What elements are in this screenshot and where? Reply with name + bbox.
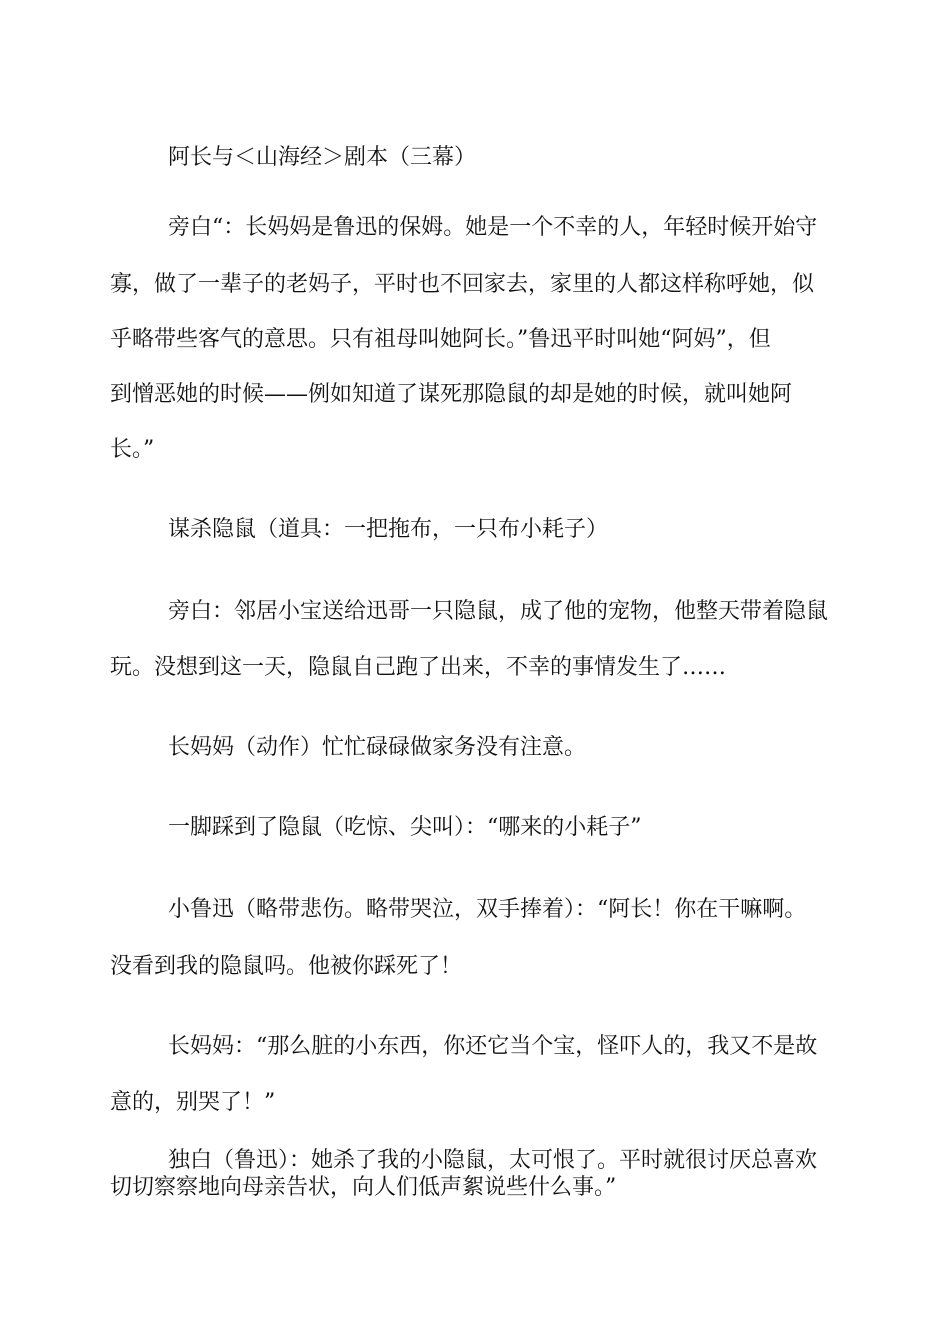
- narration-1-line-1: 旁白“：长妈妈是鲁迅的保姆。她是一个不幸的人，年轻时候开始守: [168, 215, 818, 240]
- dialogue-xiaoluxun-line-2: 没看到我的隐鼠吗。他被你踩死了！: [110, 954, 463, 979]
- scene-heading: 谋杀隐鼠（道具：一把拖布，一只布小耗子）: [168, 517, 609, 542]
- action-line-1: 长妈妈（动作）忙忙碌碌做家务没有注意。: [168, 735, 587, 760]
- narration-1-line-5: 长。”: [110, 437, 155, 462]
- narration-1-line-3: 乎略带些客气的意思。只有祖母叫她阿长。”鲁迅平时叫她“阿妈”，但: [110, 327, 771, 352]
- narration-1-line-2: 寡，做了一辈子的老妈子，平时也不回家去，家里的人都这样称呼她，似: [110, 272, 815, 297]
- narration-2-line-2: 玩。没想到这一天，隐鼠自己跑了出来，不幸的事情发生了……: [110, 655, 727, 680]
- dialogue-changmama-line-1: 长妈妈：“那么脏的小东西，你还它当个宝，怪吓人的，我又不是故: [168, 1034, 818, 1059]
- document-title: 阿长与＜山海经＞剧本（三幕）: [168, 145, 477, 170]
- monologue-line-1: 独白（鲁迅）：她杀了我的小隐鼠，太可恨了。平时就很讨厌总喜欢: [168, 1148, 818, 1173]
- action-line-2: 一脚踩到了隐鼠（吃惊、尖叫）：“哪来的小耗子”: [168, 815, 642, 840]
- monologue-line-2: 切切察察地向母亲告状，向人们低声絮说些什么事。”: [110, 1175, 617, 1200]
- narration-1-line-4: 到憎恶她的时候——例如知道了谋死那隐鼠的却是她的时候，就叫她阿: [110, 382, 793, 407]
- dialogue-changmama-line-2: 意的，别哭了！”: [110, 1090, 276, 1115]
- narration-2-line-1: 旁白：邻居小宝送给迅哥一只隐鼠，成了他的宠物，他整天带着隐鼠: [168, 599, 829, 624]
- dialogue-xiaoluxun-line-1: 小鲁迅（略带悲伤。略带哭泣，双手捧着）：“阿长！你在干嘛啊。: [168, 897, 807, 922]
